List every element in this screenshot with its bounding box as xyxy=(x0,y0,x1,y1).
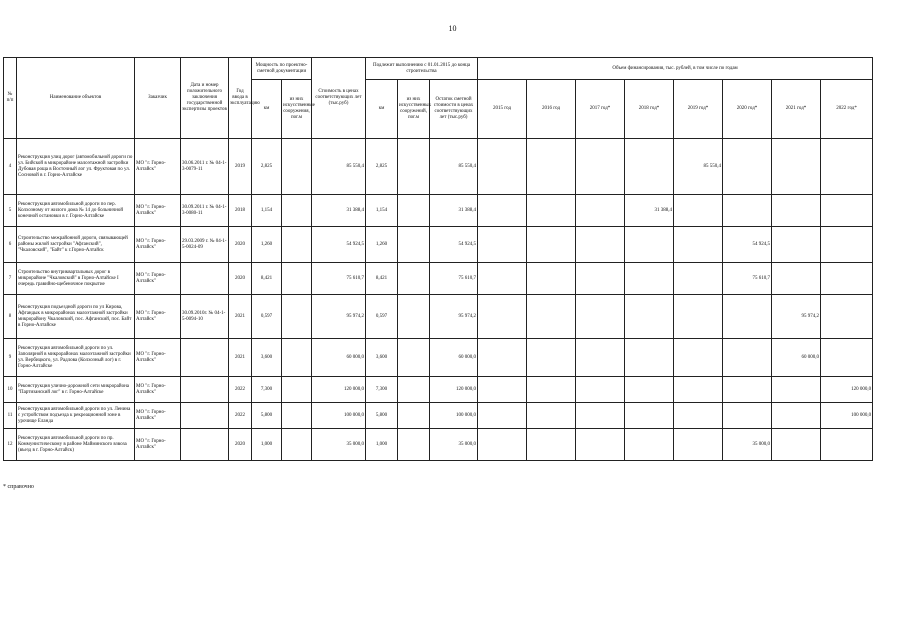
funding-year-cell xyxy=(478,429,527,461)
funding-year-cell xyxy=(527,377,576,403)
object-name: Реконструкция автомобильной дороги по ул. Ленина с устройством подъезда к рекреационной зоне в урочище Еланда xyxy=(17,403,135,429)
header-cost: Стоимость в ценах соответствующих лет (тыс.руб) xyxy=(312,58,366,139)
remaining-km: 8,421 xyxy=(366,263,398,295)
expertise-date xyxy=(181,263,229,295)
header-remaining-group: Подлежит выполнению с 01.01.2015 до конца строительства xyxy=(366,58,478,80)
funding-year-cell: 95 974,2 xyxy=(772,295,821,339)
funding-year-cell xyxy=(625,295,674,339)
funding-year-cell: 120 000,0 xyxy=(821,377,873,403)
remaining-km: 2,825 xyxy=(366,139,398,195)
remaining-km: 1,260 xyxy=(366,227,398,263)
table-row xyxy=(4,295,873,339)
row-number: 12 xyxy=(4,429,17,461)
table-row xyxy=(4,403,873,429)
funding-year-cell xyxy=(723,403,772,429)
header-year-2022: 2022 год* xyxy=(821,80,873,139)
remaining-artificial xyxy=(398,295,430,339)
remaining-cost: 120 000,0 xyxy=(430,377,478,403)
remaining-cost: 85 550,4 xyxy=(430,139,478,195)
funding-year-cell xyxy=(674,403,723,429)
cost: 60 000,0 xyxy=(312,339,366,377)
customer: МО "г. Горно-Алтайск" xyxy=(135,195,181,227)
funding-year-cell xyxy=(478,377,527,403)
header-year-2017: 2017 год* xyxy=(576,80,625,139)
artificial-structures xyxy=(282,403,312,429)
funding-year-cell: 54 924,5 xyxy=(723,227,772,263)
funding-year-cell xyxy=(527,263,576,295)
remaining-cost: 60 000,0 xyxy=(430,339,478,377)
header-km: км xyxy=(252,80,282,139)
remaining-artificial xyxy=(398,263,430,295)
length-km: 1,000 xyxy=(252,429,282,461)
remaining-artificial xyxy=(398,429,430,461)
funding-year-cell xyxy=(576,227,625,263)
commission-year: 2018 xyxy=(229,195,252,227)
funding-year-cell xyxy=(723,295,772,339)
funding-year-cell xyxy=(576,377,625,403)
header-funding-group: Объем финансирования, тыс. рублей, в том числе по годам xyxy=(478,58,873,80)
funding-year-cell xyxy=(625,139,674,195)
funding-year-cell xyxy=(625,403,674,429)
header-artificial2: из них искусственных сооружений, пог.м xyxy=(398,80,430,139)
footnote: * справочно xyxy=(3,484,34,490)
header-capacity-group: Мощность по проектно-сметной документации xyxy=(252,58,312,80)
cost: 120 000,0 xyxy=(312,377,366,403)
object-name: Реконструкция подъездной дороги по ул Кирова, Афгандык в микрорайонах малоэтажной застройки микрорайону Чкаловский, пос. Афганский, пос. Байт в Горно-Алтайске xyxy=(17,295,135,339)
header-num: № п/п xyxy=(4,58,17,139)
funding-year-cell xyxy=(478,339,527,377)
row-number: 6 xyxy=(4,227,17,263)
funding-year-cell xyxy=(625,227,674,263)
expertise-date: 30.09.2011 г. № 04-1-3-0080-11 xyxy=(181,195,229,227)
cost: 100 000,0 xyxy=(312,403,366,429)
remaining-km: 1,154 xyxy=(366,195,398,227)
funding-year-cell xyxy=(821,429,873,461)
funding-year-cell xyxy=(576,339,625,377)
funding-year-cell xyxy=(527,227,576,263)
remaining-km: 5,800 xyxy=(366,403,398,429)
object-name: Реконструкция улично-дорожной сети микрорайона "Партизанский лог" в г. Горно-Алтайске xyxy=(17,377,135,403)
header-year-2020: 2020 год* xyxy=(723,80,772,139)
object-name: Строительство внутриквартальных дорог в микрорайоне "Чкаловский" в Горно-Алтайске I очередь гравийно-щебеночное покрытие xyxy=(17,263,135,295)
commission-year: 2019 xyxy=(229,139,252,195)
remaining-artificial xyxy=(398,227,430,263)
object-name: Реконструкция улиц дорог (автомобильной дороги по ул. Бийской в микрорайоне малоэтажной застройки Дубовая роща в Восточный лог ул. Фруктовая по ул. Сосновой в г. Горно-Алтайске xyxy=(17,139,135,195)
funding-year-cell xyxy=(527,339,576,377)
funding-year-cell xyxy=(821,263,873,295)
remaining-artificial xyxy=(398,403,430,429)
remaining-km: 7,300 xyxy=(366,377,398,403)
header-year: Год ввода в эксплуатацию xyxy=(229,58,252,139)
expertise-date: 29.03.2009 г. № 04-1-5-0024-09 xyxy=(181,227,229,263)
remaining-cost: 35 000,0 xyxy=(430,429,478,461)
object-name: Реконструкция автомобильной дороги по ул. Заполярной в микрорайонах малоэтажной застройки ул. Вербицкого, ул. Радлова (Колхозный лог) в г. Горно-Алтайске xyxy=(17,339,135,377)
length-km: 2,825 xyxy=(252,139,282,195)
funding-year-cell xyxy=(527,403,576,429)
header-year-2015: 2015 год xyxy=(478,80,527,139)
funding-year-cell xyxy=(478,403,527,429)
funding-year-cell xyxy=(772,263,821,295)
expertise-date xyxy=(181,339,229,377)
funding-year-cell xyxy=(576,403,625,429)
commission-year: 2022 xyxy=(229,403,252,429)
expertise-date xyxy=(181,403,229,429)
row-number: 5 xyxy=(4,195,17,227)
funding-year-cell xyxy=(821,339,873,377)
funding-year-cell: 31 388,4 xyxy=(625,195,674,227)
funding-year-cell xyxy=(723,195,772,227)
length-km: 7,300 xyxy=(252,377,282,403)
header-year-2016: 2016 год xyxy=(527,80,576,139)
funding-year-cell xyxy=(821,295,873,339)
artificial-structures xyxy=(282,377,312,403)
length-km: 8,421 xyxy=(252,263,282,295)
funding-year-cell: 35 000,0 xyxy=(723,429,772,461)
remaining-artificial xyxy=(398,195,430,227)
cost: 35 000,0 xyxy=(312,429,366,461)
length-km: 0,597 xyxy=(252,295,282,339)
funding-year-cell xyxy=(772,195,821,227)
expertise-date xyxy=(181,429,229,461)
cost: 75 610,7 xyxy=(312,263,366,295)
funding-year-cell xyxy=(576,263,625,295)
remaining-km: 3,600 xyxy=(366,339,398,377)
commission-year: 2020 xyxy=(229,263,252,295)
remaining-artificial xyxy=(398,139,430,195)
funding-year-cell xyxy=(576,139,625,195)
funding-year-cell xyxy=(478,195,527,227)
funding-year-cell xyxy=(527,139,576,195)
customer: МО "г. Горно-Алтайск" xyxy=(135,227,181,263)
remaining-cost: 54 924,5 xyxy=(430,227,478,263)
table-row xyxy=(4,195,873,227)
table-row xyxy=(4,139,873,195)
customer: МО "г. Горно-Алтайск" xyxy=(135,139,181,195)
funding-year-cell xyxy=(478,139,527,195)
artificial-structures xyxy=(282,195,312,227)
funding-year-cell xyxy=(625,429,674,461)
table-body xyxy=(4,139,873,461)
table-row xyxy=(4,377,873,403)
length-km: 5,800 xyxy=(252,403,282,429)
funding-year-cell xyxy=(674,195,723,227)
funding-year-cell xyxy=(772,429,821,461)
cost: 85 550,4 xyxy=(312,139,366,195)
row-number: 10 xyxy=(4,377,17,403)
table-row xyxy=(4,339,873,377)
funding-year-cell: 100 000,0 xyxy=(821,403,873,429)
length-km: 1,154 xyxy=(252,195,282,227)
funding-year-cell xyxy=(576,295,625,339)
cost: 31 388,4 xyxy=(312,195,366,227)
funding-year-cell xyxy=(772,403,821,429)
commission-year: 2021 xyxy=(229,295,252,339)
remaining-artificial xyxy=(398,339,430,377)
funding-year-cell xyxy=(576,195,625,227)
row-number: 4 xyxy=(4,139,17,195)
funding-year-cell xyxy=(772,139,821,195)
funding-year-cell xyxy=(674,377,723,403)
funding-year-cell xyxy=(527,295,576,339)
row-number: 7 xyxy=(4,263,17,295)
objects-table xyxy=(3,57,873,461)
cost: 54 924,5 xyxy=(312,227,366,263)
header-remaining-cost: Остаток сметной стоимости в ценах соответствующих лет (тыс.руб) xyxy=(430,80,478,139)
funding-year-cell xyxy=(576,429,625,461)
table-row xyxy=(4,227,873,263)
funding-year-cell xyxy=(625,339,674,377)
funding-year-cell xyxy=(674,227,723,263)
funding-year-cell xyxy=(478,295,527,339)
header-artificial: из них искусственные сооружения, пог.м xyxy=(282,80,312,139)
header-customer: Заказчик xyxy=(135,58,181,139)
commission-year: 2020 xyxy=(229,429,252,461)
customer: МО "г. Горно-Алтайск" xyxy=(135,339,181,377)
object-name: Реконструкция автомобильной дороги по пр. Коммунистическому в районе Майминского взвоза (въезд в г. Горно-Алтайск) xyxy=(17,429,135,461)
header-name: Наименование объектов xyxy=(17,58,135,139)
artificial-structures xyxy=(282,429,312,461)
expertise-date xyxy=(181,377,229,403)
funding-year-cell: 85 550,4 xyxy=(674,139,723,195)
artificial-structures xyxy=(282,295,312,339)
funding-year-cell xyxy=(527,429,576,461)
funding-year-cell xyxy=(674,339,723,377)
funding-year-cell xyxy=(723,377,772,403)
remaining-cost: 100 000,0 xyxy=(430,403,478,429)
length-km: 1,260 xyxy=(252,227,282,263)
object-name: Реконструкция автомобильной дороги по пер. Колхозному от жилого дома № 14 до больничной конечной остановки в г. Горно-Алтайске xyxy=(17,195,135,227)
header-km2: км xyxy=(366,80,398,139)
funding-year-cell xyxy=(625,263,674,295)
header-date: Дата и номер положительного заключения государственной экспертизы проектов xyxy=(181,58,229,139)
page-number: 10 xyxy=(448,24,457,33)
funding-year-cell xyxy=(674,295,723,339)
remaining-km: 1,000 xyxy=(366,429,398,461)
object-name: Строительство межрайонной дороги, связывающей районы жилой застройки "Афганский", "Чкаловский", "Байт" к г.Горно-Алтайск xyxy=(17,227,135,263)
funding-year-cell xyxy=(674,263,723,295)
remaining-artificial xyxy=(398,377,430,403)
funding-year-cell xyxy=(478,263,527,295)
funding-year-cell xyxy=(723,339,772,377)
funding-year-cell xyxy=(821,139,873,195)
funding-year-cell: 75 610,7 xyxy=(723,263,772,295)
commission-year: 2020 xyxy=(229,227,252,263)
funding-year-cell xyxy=(821,195,873,227)
funding-year-cell xyxy=(821,227,873,263)
remaining-cost: 31 388,4 xyxy=(430,195,478,227)
cost: 95 974,2 xyxy=(312,295,366,339)
customer: МО "г. Горно-Алтайск" xyxy=(135,429,181,461)
funding-year-cell xyxy=(772,227,821,263)
customer: МО "г. Горно-Алтайск" xyxy=(135,263,181,295)
header-year-2019: 2019 год* xyxy=(674,80,723,139)
header-year-2021: 2021 год* xyxy=(772,80,821,139)
row-number: 11 xyxy=(4,403,17,429)
commission-year: 2021 xyxy=(229,339,252,377)
remaining-km: 0,597 xyxy=(366,295,398,339)
funding-year-cell xyxy=(772,377,821,403)
customer: МО "г. Горно-Алтайск" xyxy=(135,295,181,339)
expertise-date: 30.06.2011 г. № 04-1-3-0079-11 xyxy=(181,139,229,195)
commission-year: 2022 xyxy=(229,377,252,403)
funding-year-cell xyxy=(625,377,674,403)
funding-year-cell xyxy=(674,429,723,461)
remaining-cost: 75 610,7 xyxy=(430,263,478,295)
customer: МО "г. Горно-Алтайск" xyxy=(135,403,181,429)
funding-year-cell xyxy=(723,139,772,195)
table-row xyxy=(4,429,873,461)
table-row xyxy=(4,263,873,295)
artificial-structures xyxy=(282,263,312,295)
artificial-structures xyxy=(282,339,312,377)
row-number: 9 xyxy=(4,339,17,377)
row-number: 8 xyxy=(4,295,17,339)
customer: МО "г. Горно-Алтайск" xyxy=(135,377,181,403)
length-km: 3,600 xyxy=(252,339,282,377)
artificial-structures xyxy=(282,227,312,263)
artificial-structures xyxy=(282,139,312,195)
funding-year-cell: 60 000,0 xyxy=(772,339,821,377)
header-year-2018: 2018 год* xyxy=(625,80,674,139)
remaining-cost: 95 974,2 xyxy=(430,295,478,339)
funding-year-cell xyxy=(478,227,527,263)
expertise-date: 30.09.2010г. № 04-1-5-0094-10 xyxy=(181,295,229,339)
funding-year-cell xyxy=(527,195,576,227)
